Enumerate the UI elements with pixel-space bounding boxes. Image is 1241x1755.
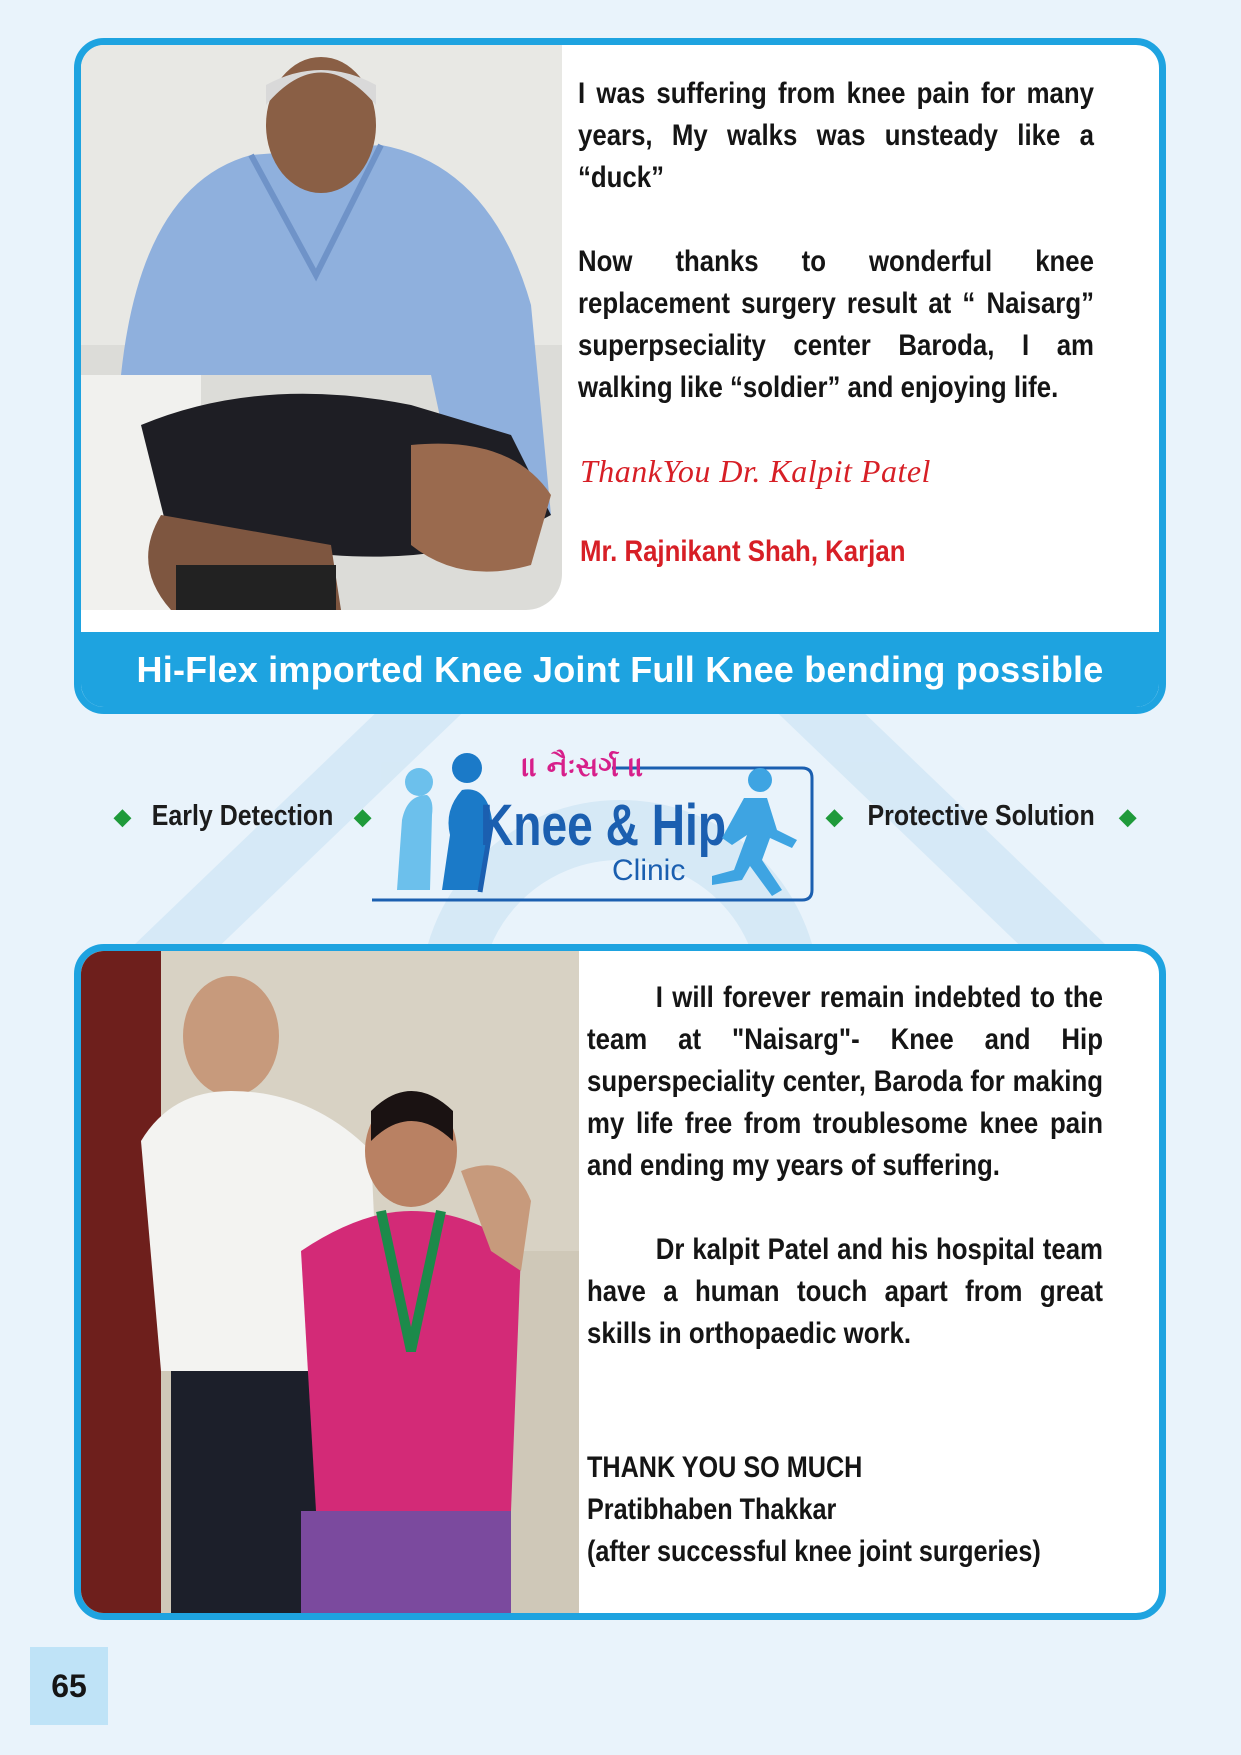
diamond-icon: ◆ [1119, 803, 1137, 829]
author-note: (after successful knee joint surgeries) [587, 1535, 1041, 1568]
testimonial-paragraph-2: Dr kalpit Patel and his hospital team have a human touch apart from great skills in orthopaedic work. [587, 1233, 1103, 1350]
top-testimonial-card [74, 38, 1166, 714]
testimonial-paragraph-2: Now thanks to wonderful knee replacement surgery result at “ Naisarg” superpseciality center Baroda, I am walking like “soldier” and enjoying life. [578, 245, 1094, 404]
tagline-right-text: Protective Solution [867, 800, 1095, 832]
clinic-gujarati-name: ।। નૈઃસર્ગ ।। [522, 750, 644, 783]
diamond-icon: ◆ [114, 803, 131, 829]
elderly-couple-icon [397, 753, 492, 892]
tagline-early-detection [108, 800, 377, 833]
diamond-icon: ◆ [826, 803, 843, 829]
thank-you-line: ThankYou Dr. Kalpit Patel [580, 453, 931, 489]
tagline-left-text: Early Detection [151, 800, 334, 832]
testimonial-paragraph-1: I will forever remain indebted to the team at "Naisarg"- Knee and Hip superspeciality center, Baroda for making my life free from troublesome knee pain and ending my years of suffering. [587, 981, 1103, 1182]
closing-block [587, 1447, 1041, 1573]
clinic-logo-row [0, 740, 1241, 910]
patient-photo-pratibhaben [81, 951, 579, 1613]
page-number: 65 [30, 1647, 108, 1725]
patient-photo-rajnikant [81, 45, 562, 610]
author-name: Mr. Rajnikant Shah, Karjan [580, 535, 906, 568]
testimonial-text [587, 977, 1103, 1397]
diamond-icon: ◆ [354, 803, 371, 829]
author-name: Pratibhaben Thakkar [587, 1493, 837, 1526]
clinic-subtitle: Clinic [612, 854, 686, 887]
clinic-logo [372, 740, 824, 910]
bottom-testimonial-card [74, 944, 1166, 1620]
feature-banner: Hi-Flex imported Knee Joint Full Knee bending possible [81, 632, 1159, 707]
testimonial-paragraph-1: I was suffering from knee pain for many years, My walks was unsteady like a “duck” [578, 77, 1094, 194]
clinic-name: Knee & Hip [480, 793, 726, 858]
testimonial-text [578, 73, 1094, 451]
closing-thanks: THANK YOU SO MUCH [587, 1451, 863, 1484]
tagline-protective-solution [820, 800, 1142, 833]
